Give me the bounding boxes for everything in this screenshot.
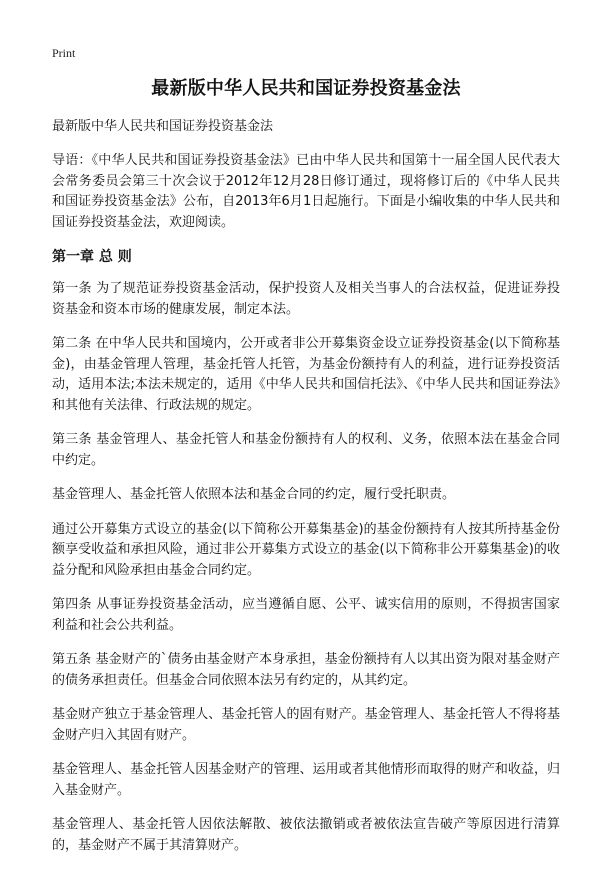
intro-paragraph: 导语：《中华人民共和国证券投资基金法》已由中华人民共和国第十一届全国人民代表大会常务委员会第三十次会议于2012年12月28日修订通过，现将修订后的《中华人民共和国证券投资基金法》公布，自2013年6月1日起施行。下面是小编收集的中华人民共和国证券投资基金法，欢迎阅读。 — [52, 153, 560, 230]
document-subtitle: 最新版中华人民共和国证券投资基金法 — [52, 119, 274, 134]
chapter-heading: 第一章 总 则 — [52, 249, 132, 265]
article-paragraph: 通过公开募集方式设立的基金(以下简称公开募集基金)的基金份额持有人按其所持基金份额享受收益和承担风险，通过非公开募集方式设立的基金(以下简称非公开募集基金)的收益分配和风险承担由基金合同约定。 — [52, 521, 560, 578]
article-paragraph: 基金管理人、基金托管人依照本法和基金合同的约定，履行受托职责。 — [52, 487, 456, 502]
article-paragraph: 基金管理人、基金托管人因依法解散、被依法撤销或者被依法宣告破产等原因进行清算的，基金财产不属于其清算财产。 — [52, 817, 560, 853]
article-paragraph: 第三条 基金管理人、基金托管人和基金份额持有人的权利、义务，依照本法在基金合同中约定。 — [52, 432, 560, 468]
article-paragraph: 第五条 基金财产的`债务由基金财产本身承担，基金份额持有人以其出资为限对基金财产的债务承担责任。但基金合同依照本法另有约定的，从其约定。 — [52, 652, 560, 688]
document-title: 最新版中华人民共和国证券投资基金法 — [151, 78, 461, 99]
article-paragraph: 基金财产独立于基金管理人、基金托管人的固有财产。基金管理人、基金托管人不得将基金财产归入其固有财产。 — [52, 707, 560, 743]
article-paragraph: 第四条 从事证券投资基金活动，应当遵循自愿、公平、诚实信用的原则，不得损害国家利益和社会公共利益。 — [52, 597, 560, 633]
document-body — [52, 76, 560, 870]
article-paragraph: 基金管理人、基金托管人因基金财产的管理、运用或者其他情形而取得的财产和收益，归入基金财产。 — [52, 762, 560, 798]
print-label: Print — [52, 46, 76, 60]
article-paragraph: 第一条 为了规范证券投资基金活动，保护投资人及相关当事人的合法权益，促进证券投资基金和资本市场的健康发展，制定本法。 — [52, 281, 560, 317]
article-paragraph: 第二条 在中华人民共和国境内，公开或者非公开募集资金设立证券投资基金(以下简称基金)，由基金管理人管理，基金托管人托管，为基金份额持有人的利益，进行证券投资活动，适用本法;本法未规定的，适用《中华人民共和国信托法》、《中华人民共和国证券法》和其他有关法律、行政法规的规定。 — [52, 336, 560, 413]
